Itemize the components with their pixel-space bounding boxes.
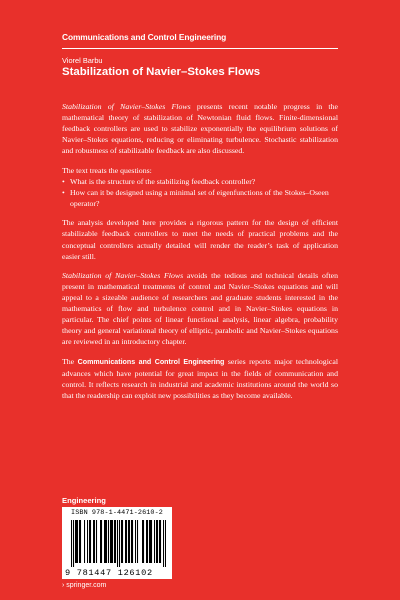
blurb-paragraph-3: The analysis developed here provides a rigorous pattern for the design of efficient stabilizable feedback controllers to meet the needs of practical problems and the conceptual controllers actually detailed will render the reader’s task of application easier still. [62,218,338,261]
title-italic: Stabilization of Navier–Stokes Flows [62,271,184,281]
barcode-bar [111,520,112,563]
barcode-bar [157,520,158,563]
series-name: Communications and Control Engineering [62,32,227,42]
barcode-bar [147,520,148,563]
barcode-bar [106,520,107,563]
barcode-bar [117,520,118,567]
blurb-paragraph-4: Stabilization of Navier–Stokes Flows avoids the tedious and technical details often present in mathematical treatments of control and Navier–Stokes equations and will appeal to a sizeable audience of researchers and graduate students interested in the mathematics of flow and turbulence control and in Navier–Stokes equations in particular. The chief points of linear functional analysis, linear algebra, probability theory and general variational theory of elliptic, parabolic and Navier–Stokes equations are reviewed in an introductory chapter. [62,271,338,347]
barcode-bar [110,520,111,563]
barcode-bar [129,520,130,563]
barcode-bar [119,520,120,567]
barcode-bar [165,520,166,567]
barcode-bar [79,520,80,563]
barcode-bar [159,520,160,563]
barcode-bar [163,520,164,567]
series-bold: Communications and Control Engineering [77,357,225,366]
blurb-paragraph-2: The text treats the questions: [62,165,152,175]
blurb-paragraph-1: Stabilization of Navier–Stokes Flows presents recent notable progress in the mathematical theory of stabilization of Newtonian fluid flows. Finite-dimensional feedback controllers are used to stabilize exponentially the equilibrium solutions of Navier–Stokes equations, reducing or eliminating turbulence. Stochastic stabilization and robustness of stabilizable feedback are also discussed. [62,102,338,156]
isbn-barcode [62,507,172,579]
barcode-bar [121,520,122,563]
barcode-bar [122,520,123,563]
isbn-text: ISBN 978-1-4471-2610-2 [71,509,163,517]
barcode-bar [77,520,78,563]
barcode-bar [71,520,72,567]
barcode-bar [135,520,136,563]
barcode-bar [125,520,126,563]
barcode-bar [73,520,74,567]
barcode-bar [137,520,138,563]
barcode-bar [80,520,81,563]
barcode-bar [90,520,91,563]
barcode-bar [132,520,133,563]
barcode-bar [105,520,106,563]
barcode-bar [154,520,155,563]
barcode-bar [156,520,157,563]
barcode-bar [96,520,97,563]
barcode-bar [115,520,116,563]
barcode-bar [150,520,151,563]
barcode-bar [128,520,129,563]
header-rule [62,48,338,49]
barcode-icon [71,520,166,567]
blurb [62,101,338,410]
title-italic: Stabilization of Navier–Stokes Flows [62,102,191,111]
publisher-url[interactable]: › springer.com [62,582,107,589]
barcode-bar [149,520,150,563]
barcode-bar [76,520,77,563]
barcode-bar [94,520,95,563]
barcode-bar [87,520,88,563]
ean-number: 9 781447 126102 [65,568,153,578]
barcode-bar [104,520,105,563]
barcode-bar [126,520,127,563]
barcode-bar [146,520,147,563]
barcode-bar [112,520,113,563]
barcode-bar [108,520,109,563]
question-item: • How can it be designed using a minimal set of eigenfunctions of the Stokes–Oseen operator? [62,187,329,208]
barcode-bar [131,520,132,563]
barcode-bar [84,520,85,563]
bullet-icon: • [62,187,65,197]
barcode-bar [75,520,76,563]
barcode-bar [101,520,102,563]
barcode-bar [143,520,144,563]
question-list [62,176,338,209]
barcode-bar [142,520,143,563]
book-title: Stabilization of Navier–Stokes Flows [62,66,261,78]
blurb-paragraph-5: The Communications and Control Engineering series reports major technological advances which have potential for great impact in the fields of communication and control. It reflects research in industrial and academic institutions around the world so that the readership can exploit new possibilities as they become available. [62,356,338,401]
barcode-bar [114,520,115,563]
barcode-bar [100,520,101,563]
question-item: • What is the structure of the stabilizing feedback controller? [62,176,256,186]
barcode-bar [151,520,152,563]
barcode-bar [160,520,161,563]
bullet-icon: • [62,176,65,186]
barcode-bar [93,520,94,563]
author-name: Viorel Barbu [62,56,103,65]
subject-label: Engineering [62,496,106,505]
barcode-bar [89,520,90,563]
